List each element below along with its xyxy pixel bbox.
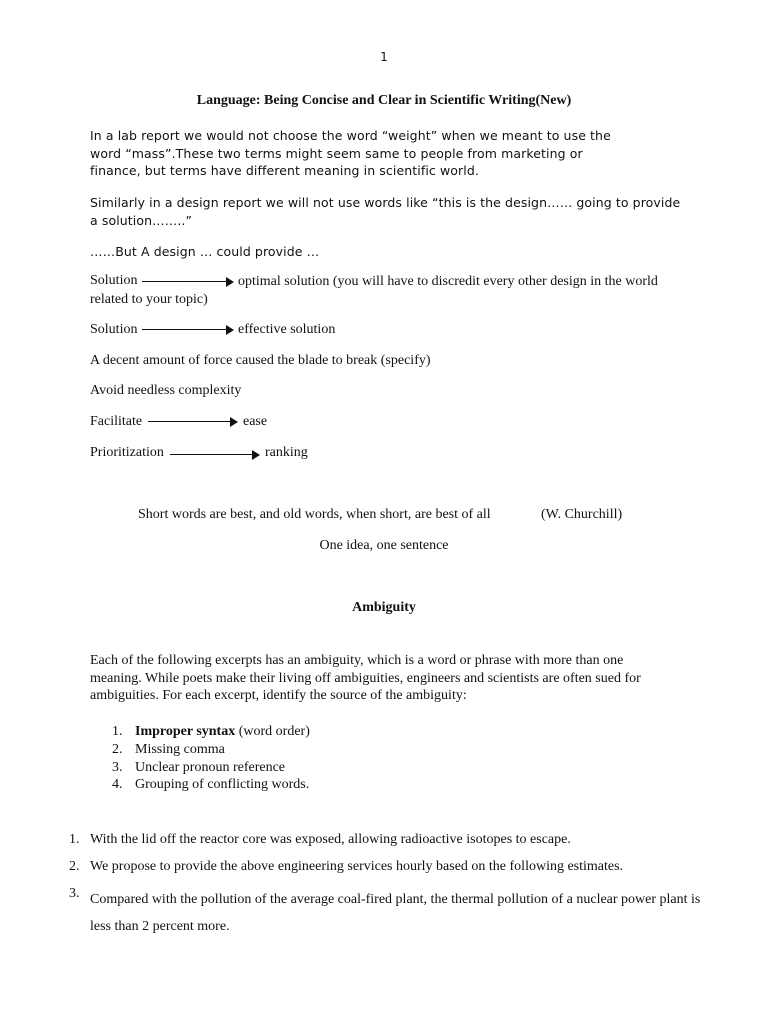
excerpt-text: With the lid off the reactor core was exposed, allowing radioactive isotopes to escape. <box>90 832 571 847</box>
arrow-icon <box>170 450 260 460</box>
excerpt-text: Compared with the pollution of the average coal-fired plant, the thermal pollution of a nuclear power plant is less than 2 percent more. <box>90 892 701 934</box>
pair4-from: Prioritization <box>90 445 164 460</box>
paragraph-weight-mass <box>90 127 635 180</box>
list-item-number: 4. <box>112 777 123 792</box>
pair3-to: ease <box>243 414 268 429</box>
list-item <box>135 724 310 740</box>
excerpt-text: We propose to provide the above engineering services hourly based on the following estimates. <box>90 859 624 874</box>
quote-author: (W. Churchill) <box>541 507 623 522</box>
list-item-number: 2. <box>112 742 123 757</box>
list-item-text: (word order) <box>235 724 310 739</box>
line-force: A decent amount of force caused the blade to break (specify) <box>90 353 431 368</box>
arrow-icon <box>142 325 234 335</box>
excerpt-number: 3. <box>69 886 80 901</box>
list-item-text: Unclear pronoun reference <box>135 760 286 775</box>
motto: One idea, one sentence <box>319 538 449 553</box>
list-item-text: Grouping of conflicting words. <box>135 777 310 792</box>
excerpt-number: 2. <box>69 859 80 874</box>
list-item-bold: Improper syntax <box>135 724 236 739</box>
list-item-number: 3. <box>112 760 123 775</box>
pair2-from: Solution <box>90 322 138 337</box>
pair1-from: Solution <box>90 273 138 288</box>
list-item <box>135 760 285 776</box>
list-item <box>135 742 225 758</box>
pair2-to: effective solution <box>238 322 336 337</box>
line-complexity: Avoid needless complexity <box>90 383 242 398</box>
pair1-to: optimal solution (you will have to discredit every other design in the world related to your topic) <box>90 274 658 307</box>
list-item-text: Missing comma <box>135 742 225 757</box>
list-item <box>135 777 309 793</box>
churchill-quote: Short words are best, and old words, when short, are best of all <box>138 507 491 522</box>
paragraph-design-could: ……But A design … could provide … <box>90 244 320 259</box>
ambiguity-intro: Each of the following excerpts has an ambiguity, which is a word or phrase with more than one meaning. While poets make their living off ambiguities, engineers and scientists are often sued for ambiguities. For each excerpt, identify the source of the ambiguity: <box>90 653 641 703</box>
list-item-number: 1. <box>112 724 123 739</box>
paragraph-design-report: Similarly in a design report we will not use words like “this is the design…… going to provide a solution……..” <box>90 195 681 228</box>
arrow-icon <box>148 417 238 427</box>
paragraph-weight-mass-text: In a lab report we would not choose the word “weight” when we meant to use the word “mass”.These two terms might seem same to people from marketing or finance, but terms have different meaning in scientific world. <box>90 128 611 178</box>
pair4-to: ranking <box>265 445 308 460</box>
pair3-from: Facilitate <box>90 414 143 429</box>
excerpt-number: 1. <box>69 832 80 847</box>
page-title: Language: Being Concise and Clear in Scientific Writing(New) <box>196 93 572 108</box>
section-heading-ambiguity: Ambiguity <box>352 600 416 615</box>
page-number: 1 <box>380 50 388 64</box>
